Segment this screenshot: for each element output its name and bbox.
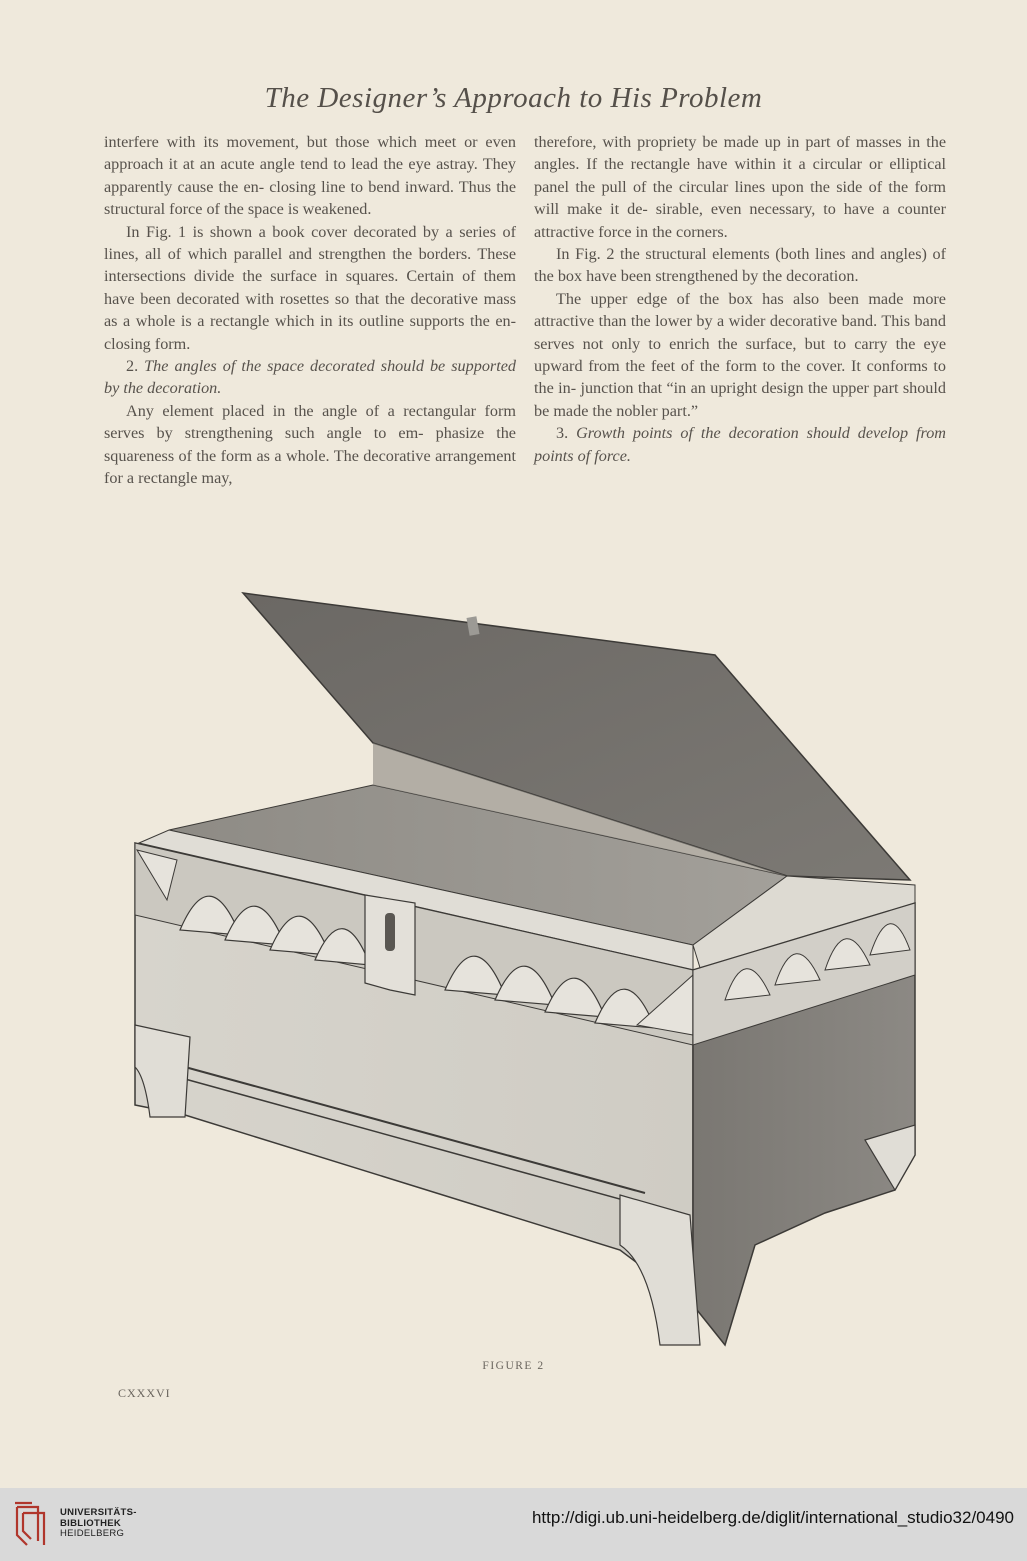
page-number: CXXXVI [118, 1386, 171, 1400]
carved-chest-illustration [125, 585, 925, 1355]
principle-heading [534, 422, 946, 467]
running-title: The Designer’s Approach to His Problem [264, 82, 763, 114]
paragraph: therefore, with propriety be made up in part of masses in the angles. If the rectangle have within it a circular or elliptical panel the pull of the circular lines upon the side of the form will make it de- sirable, even necessary, to have a counter attractive force in the corners. [534, 133, 946, 241]
keyhole-escutcheon [365, 895, 415, 995]
paragraph: interfere with its movement, but those which meet or even approach it at an acute angle tend to lead the eye astray. They apparently cause the en- closing line to bend inward. Thus the structural force of the space is weakened. [104, 133, 516, 219]
paragraph: Any element placed in the angle of a rectangular form serves by strengthening such angle to em- phasize the squareness of the form as a whole. The decorative arrangement for a rectangle may, [104, 401, 516, 488]
principle-number: 3. [556, 424, 569, 443]
principle-text: The angles of the space decorated should be supported by the decoration. [104, 357, 517, 398]
left-column [104, 131, 516, 490]
digitization-footer [0, 1488, 1027, 1561]
figure-caption: FIGURE 2 [482, 1360, 545, 1372]
library-city-line: HEIDELBERG [60, 1528, 125, 1539]
principle-text: Growth points of the decoration should develop from points of force. [534, 424, 947, 465]
chest-side-panel [693, 903, 915, 1345]
library-name-line: BIBLIOTHEK [60, 1517, 122, 1529]
paragraph: In Fig. 1 is shown a book cover decorated by a series of lines, all of which parallel and strengthen the borders. These intersections divide the surface in squares. Certain of them have been decorated with rosettes so that the decorative mass as a whole is a rectangle which in its outline supports the en- closing form. [104, 222, 516, 353]
right-column [534, 131, 946, 467]
university-library-logo-icon[interactable] [12, 1501, 52, 1547]
paragraph: The upper edge of the box has also been made more attractive than the lower by a wider decorative band. This band serves not only to enrich the surface, but to carry the eye upward from the feet of the form to the cover. It conforms to the in- junction that “in an upright design the upper part should be made the nobler part.” [534, 289, 946, 420]
paragraph: In Fig. 2 the structural elements (both lines and angles) of the box have been strengthened by the decoration. [534, 245, 946, 286]
source-url-link[interactable]: http://digi.ub.uni-heidelberg.de/diglit/international_studio32/0490 [531, 1508, 1014, 1527]
library-name-line: UNIVERSITÄTS- [60, 1507, 137, 1518]
library-name [60, 1508, 137, 1540]
principle-number: 2. [126, 357, 139, 376]
principle-heading [104, 355, 516, 400]
